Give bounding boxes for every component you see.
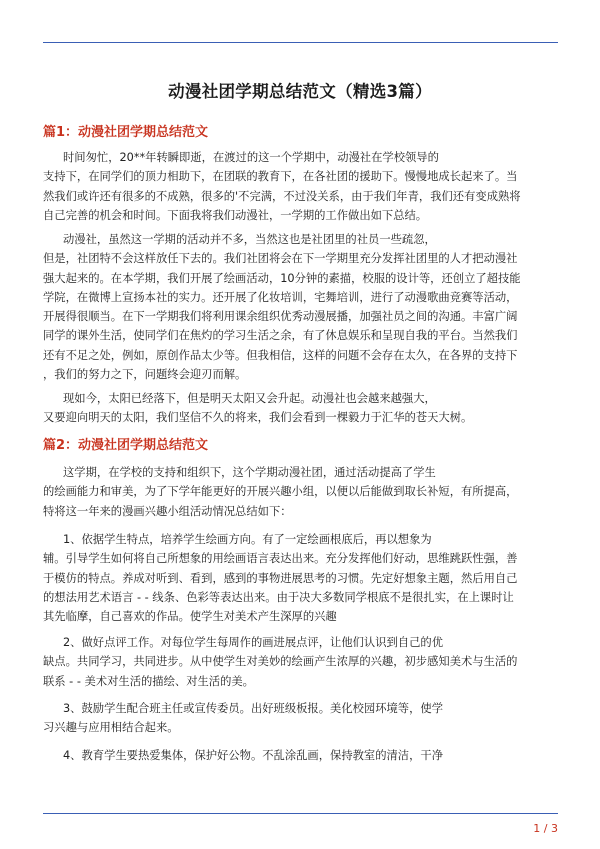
text-line: 但是，社团特不会这样放任下去的。我们社团将会在下一学期里充分发挥社团里的人才把动漫社 bbox=[43, 252, 518, 266]
text-line: 联系 - - 美术对生活的描绘、对生活的美。 bbox=[43, 674, 254, 688]
section-2-heading: 篇2：动漫社团学期总结范文 bbox=[43, 438, 209, 453]
text-line: 强大起来的。在本学期，我们开展了绘画活动，10分钟的素描，校服的设计等，还创立了超技能 bbox=[43, 271, 521, 285]
text-line: 时间匆忙，20**年转瞬即逝，在渡过的这一个学期中，动漫社在学校领导的 bbox=[63, 151, 439, 164]
section-2-paragraph-4 bbox=[43, 699, 558, 738]
text-line: 又要迎向明天的太阳，我们坚信不久的将来，我们会看到一棵毅力于汇华的苍天大树。 bbox=[43, 411, 473, 425]
text-line: ，我们的努力之下，问题终会迎刃而解。 bbox=[43, 368, 247, 382]
document-title: 动漫社团学期总结范文（精选3篇） bbox=[168, 82, 432, 101]
text-line: 缺点。共同学习，共同进步。从中使学生对美妙的绘画产生浓厚的兴趣，初步感知美术与生活的 bbox=[43, 655, 518, 669]
footer-rule bbox=[43, 813, 558, 814]
text-line: 还有不足之处，例如，原创作品太少等。但我相信，这样的问题不会存在太久，在各界的支持下 bbox=[43, 348, 518, 362]
text-line: 4、教育学生要热爱集体，保护好公物。不乱涂乱画，保持教室的清洁，干净 bbox=[63, 749, 443, 762]
text-line: 其先临摩，自己喜欢的作品。使学生对美术产生深厚的兴趣 bbox=[43, 610, 337, 624]
section-2-paragraph-5 bbox=[43, 746, 558, 765]
text-line: 这学期，在学校的支持和组织下，这个学期动漫社团，通过活动提高了学生 bbox=[63, 466, 436, 479]
text-line: 3、鼓励学生配合班主任或宣传委员。出好班级板报。美化校园环境等，使学 bbox=[63, 702, 443, 715]
text-line: 支持下，在同学们的顶力相助下，在团联的教育下，在各社团的援助下。慢慢地成长起来了。当 bbox=[43, 170, 518, 184]
text-line: 1、依据学生特点，培养学生绘画方向。有了一定绘画根底后，再以想象为 bbox=[63, 533, 432, 546]
text-line: 动漫社，虽然这一学期的活动并不多，当然这也是社团里的社员一些疏忽， bbox=[63, 233, 436, 246]
text-line: 学院，在微博上宣扬本社的实力。还开展了化妆培训，宅舞培训，进行了动漫歌曲竞赛等活动， bbox=[43, 290, 518, 304]
text-line: 自己完善的机会和时间。下面我将我们动漫社，一学期的工作做出如下总结。 bbox=[43, 208, 428, 222]
text-line: 然我们或许还有很多的不成熟，很多的'不完满，不过没关系，由于我们年青，我们还有变成熟将 bbox=[43, 189, 521, 203]
text-line: 特将这一年来的漫画兴趣小组活动情况总结如下： bbox=[43, 504, 292, 518]
section-1-heading: 篇1：动漫社团学期总结范文 bbox=[43, 125, 209, 140]
text-line: 开展得很顺当。在下一学期我们将利用课余组织优秀动漫展播，加强社员之间的沟通。丰富广阔 bbox=[43, 310, 518, 324]
text-line: 2、做好点评工作。对每位学生每周作的画进展点评，让他们认识到自己的优 bbox=[63, 636, 443, 649]
text-line: 的想法用艺术语言 - - 线条、色彩等表达出来。由于决大多数同学根底不是很扎实，在上课时让 bbox=[43, 590, 514, 604]
text-line: 的绘画能力和审美，为了下学年能更好的开展兴趣小组，以便以后能做到取长补短，有所提高， bbox=[43, 485, 518, 499]
text-line: 辅。引导学生如何将自己所想象的用绘画语言表达出来。充分发挥他们好动，思维跳跃性强，善 bbox=[43, 552, 518, 566]
text-line: 习兴趣与应用相结合起来。 bbox=[43, 721, 179, 735]
text-line: 于模仿的特点。养成对听到、看到，感到的事物进展思考的习惯。先定好想象主题，然后用自己 bbox=[43, 571, 518, 585]
section-2-paragraph-1 bbox=[43, 463, 558, 521]
section-1-paragraph-1 bbox=[43, 148, 558, 225]
page-indicator: 1 / 3 bbox=[533, 822, 558, 835]
header-rule bbox=[43, 42, 558, 43]
text-line: 同学的课外生活，使同学们在焦灼的学习生活之余，有了休息娱乐和呈现自我的平台。当然我们 bbox=[43, 329, 518, 343]
section-2-paragraph-3 bbox=[43, 633, 558, 691]
text-line: 现如今，太阳已经落下，但是明天太阳又会升起。动漫社也会越来越强大， bbox=[63, 392, 436, 405]
section-1-paragraph-2 bbox=[43, 230, 558, 384]
section-1-paragraph-3 bbox=[43, 389, 558, 428]
section-2-paragraph-2 bbox=[43, 530, 558, 626]
